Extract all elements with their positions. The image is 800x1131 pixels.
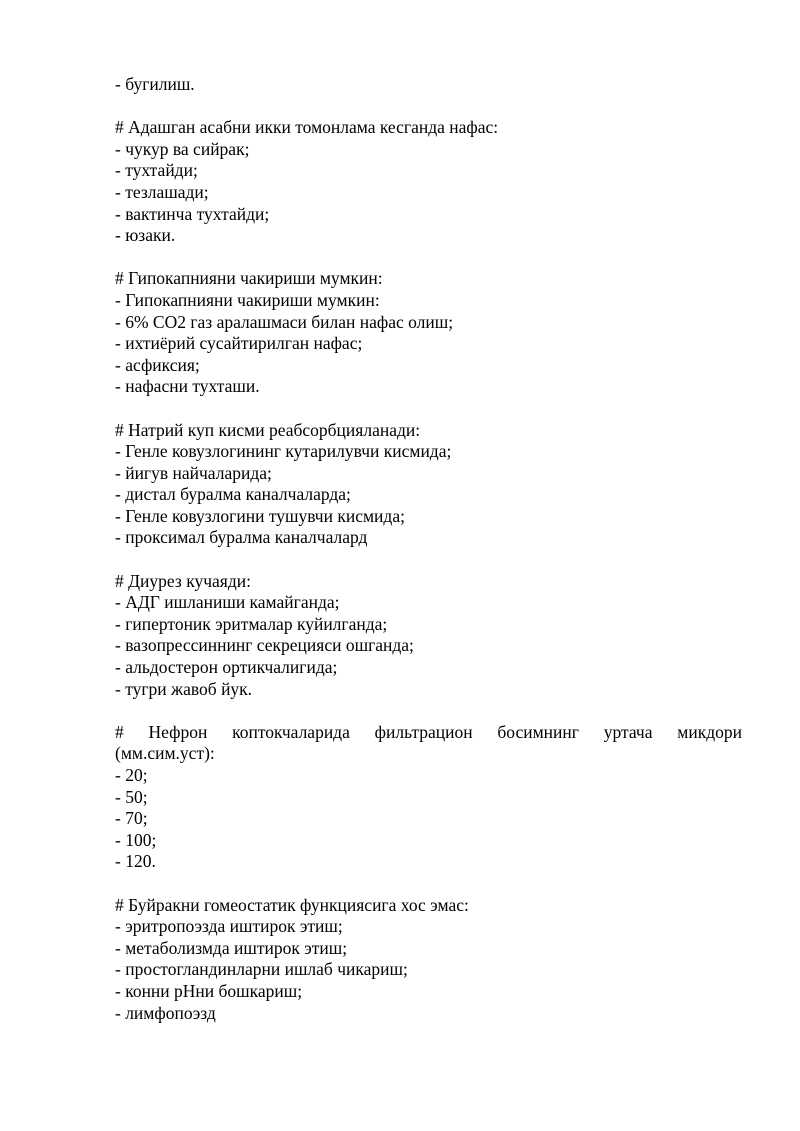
- question-text: # Буйракни гомеостатик функциясига хос эмас:: [115, 894, 469, 915]
- answer-option: - метаболизмда иштирок этиш;: [115, 937, 348, 958]
- answer-option: - проксимал буралма каналчалард: [115, 527, 368, 548]
- answer-option: - 100;: [115, 829, 157, 850]
- question-block: [115, 571, 742, 701]
- answer-option: - нафасни тухташи.: [115, 376, 260, 397]
- answer-option: - тухтайди;: [115, 160, 198, 181]
- question-text: # Адашган асабни икки томонлама кесганда нафас:: [115, 117, 499, 138]
- answer-option: - бугилиш.: [115, 74, 195, 94]
- answer-option: - юзаки.: [115, 225, 176, 246]
- answer-option: - тезлашади;: [115, 181, 209, 202]
- question-text-continued: (мм.сим.уст):: [115, 743, 215, 764]
- answer-option: - Генле ковузлогини тушувчи кисмида;: [115, 505, 405, 526]
- document-page: [115, 74, 742, 1046]
- answer-option: - йигув найчаларида;: [115, 462, 272, 483]
- answer-option: - Генле ковузлогининг кутарилувчи кисмида;: [115, 441, 452, 462]
- answer-option: - вазопрессиннинг секрецияси ошганда;: [115, 635, 414, 656]
- question-block: [115, 420, 742, 550]
- question-block: [115, 268, 742, 398]
- answer-option: - альдостерон ортикчалигида;: [115, 657, 338, 678]
- question-text: # Натрий куп кисми реабсорбцияланади:: [115, 419, 421, 440]
- answer-option: - асфиксия;: [115, 354, 200, 375]
- question-block: [115, 74, 742, 96]
- answer-option: - вактинча тухтайди;: [115, 203, 270, 224]
- answer-option: - лимфопоэзд: [115, 1002, 216, 1023]
- answer-option: - конни рНни бошкариш;: [115, 980, 303, 1001]
- answer-option: - 50;: [115, 786, 148, 807]
- answer-option: - 6% СО2 газ аралашмаси билан нафас олиш;: [115, 311, 454, 332]
- answer-option: - тугри жавоб йук.: [115, 678, 253, 699]
- answer-option: - чукур ва сийрак;: [115, 138, 250, 159]
- answer-option: - дистал буралма каналчаларда;: [115, 484, 351, 505]
- question-text: # Гипокапнияни чакириши мумкин:: [115, 268, 383, 289]
- answer-option: - гипертоник эритмалар куйилганда;: [115, 613, 388, 634]
- answer-option: - простогландинларни ишлаб чикариш;: [115, 959, 408, 980]
- answer-option: - 70;: [115, 808, 148, 829]
- question-block: [115, 722, 742, 873]
- answer-option: - эритропоэзда иштирок этиш;: [115, 916, 343, 937]
- question-text: # Диурез кучаяди:: [115, 570, 251, 591]
- answer-option: - ихтиёрий сусайтирилган нафас;: [115, 333, 363, 354]
- answer-option: - 120.: [115, 851, 156, 872]
- question-block: [115, 895, 742, 1025]
- answer-option: - Гипокапнияни чакириши мумкин:: [115, 289, 380, 310]
- answer-option: - АДГ ишланиши камайганда;: [115, 592, 340, 613]
- question-text: # Нефрон коптокчаларида фильтрацион босимнинг уртача микдори: [115, 721, 742, 742]
- question-block: [115, 117, 742, 247]
- answer-option: - 20;: [115, 765, 148, 785]
